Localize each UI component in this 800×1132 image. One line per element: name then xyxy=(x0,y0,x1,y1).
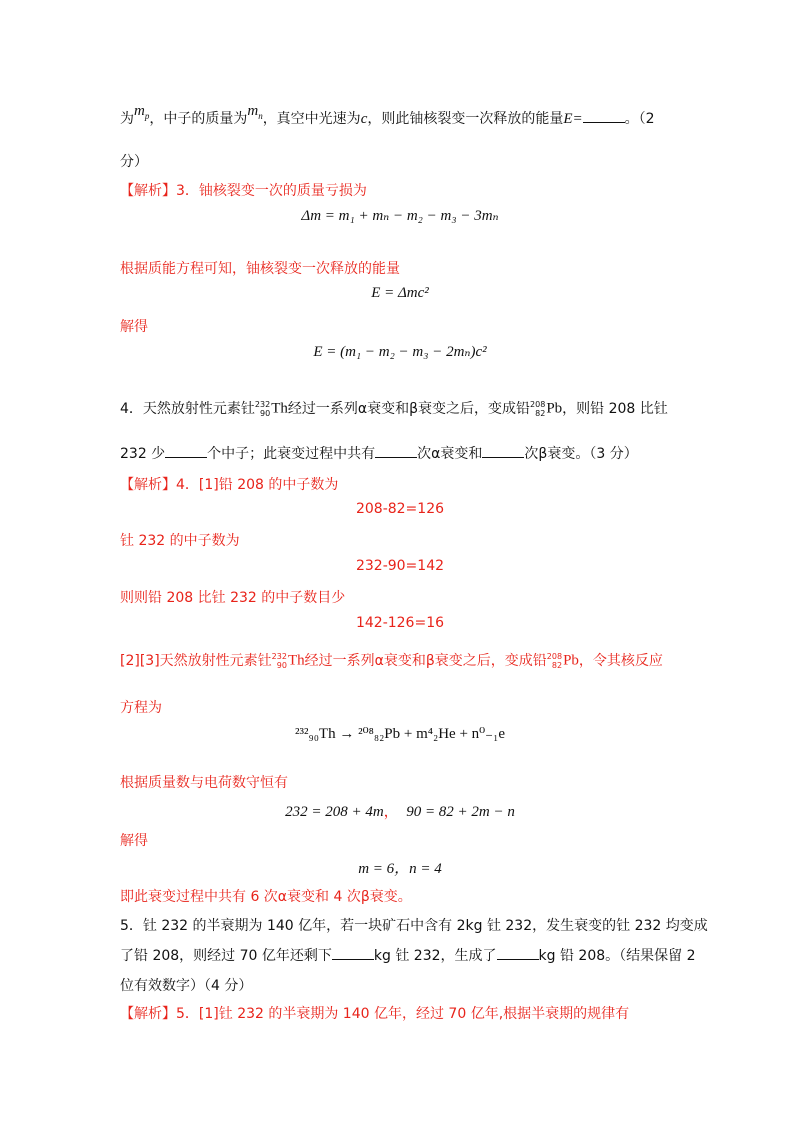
q5-line2 xyxy=(120,945,696,965)
a3-text-2: 根据质能方程可知，铀核裂变一次释放的能量 xyxy=(120,261,400,277)
a4-text-2: 钍 232 的中子数为 xyxy=(120,533,240,549)
q4-text-a: 4．天然放射性元素钍 xyxy=(120,401,255,417)
a4-equation-1: 208-82=126 xyxy=(355,501,445,517)
q3-text-c: ，真空中光速为 xyxy=(262,111,361,127)
a3-equation-2: E = Δmc² xyxy=(371,285,429,301)
E-symbol: E= xyxy=(563,111,583,127)
answer-blank xyxy=(165,445,207,458)
q3-text-d: ，则此铀核裂变一次释放的能量 xyxy=(367,111,564,127)
a3-equation-3: E = (m₁ − m₂ − m₃ − 2mₙ)c² xyxy=(313,344,487,360)
a4-text-4c: ，令其核反应 xyxy=(578,653,663,669)
a4-text-6: 根据质量数与电荷数守恒有 xyxy=(120,775,288,791)
a4-text-7: 解得 xyxy=(120,833,148,849)
mn-symbol: $m_n$ xyxy=(247,103,263,121)
q5-line3: 位有效数字）（4 分） xyxy=(120,978,253,994)
a4-text-4 xyxy=(120,650,663,670)
q4-text-d: 232 少 xyxy=(120,446,166,462)
lead-nuclide: 208 82 Pb xyxy=(546,652,579,670)
answer-blank xyxy=(375,445,417,458)
q4-line2 xyxy=(120,443,638,463)
solution: m = 6，n = 4 xyxy=(358,861,442,877)
answer-blank xyxy=(583,110,625,123)
thorium-nuclide: 232 90 Th xyxy=(254,400,288,418)
q4-text-c: ，则铅 208 比钍 xyxy=(562,401,668,417)
q5-text-b: kg 钍 232，生成了 xyxy=(373,948,497,964)
q5-text-a: 了铅 208，则经过 70 亿年还剩下 xyxy=(120,948,332,964)
q4-text-f: 次α衰变和 xyxy=(417,446,483,462)
c-symbol: c xyxy=(360,111,368,127)
q3-line2: 分） xyxy=(120,154,148,170)
q5-text-c: kg 铅 208。（结果保留 2 xyxy=(538,948,696,964)
a4-equation-2: 232-90=142 xyxy=(355,558,445,574)
answer-blank xyxy=(497,947,539,960)
q5-line1: 5．钍 232 的半衰期为 140 亿年，若一块矿石中含有 2kg 钍 232，发生衰变的钍 232 均变成 xyxy=(120,918,708,934)
a4-text-4a: [2][3]天然放射性元素钍 xyxy=(120,653,272,669)
separator: ， xyxy=(383,804,399,820)
q3-text-e: 。（2 xyxy=(624,111,655,127)
mp-symbol: $m_p$ xyxy=(134,103,150,121)
q4-text-g: 次β衰变。（3 分） xyxy=(524,446,638,462)
q3-text-a: 为 xyxy=(120,111,134,127)
q4-text-e: 个中子；此衰变过程中共有 xyxy=(207,446,376,462)
a4-heading: 【解析】4．[1]铅 208 的中子数为 xyxy=(120,477,339,493)
a3-text-3: 解得 xyxy=(120,319,148,335)
conservation-equations xyxy=(0,800,800,821)
thorium-nuclide: 232 90 Th xyxy=(271,652,305,670)
a4-equation-3: 142-126=16 xyxy=(355,615,445,631)
a3-equation-1: Δm = m₁ + mₙ − m₂ − m₃ − 3mₙ xyxy=(301,208,499,224)
q4-line1 xyxy=(120,398,668,418)
answer-blank xyxy=(332,947,374,960)
a4-text-3: 则则铅 208 比钍 232 的中子数目少 xyxy=(120,590,346,606)
a5-heading: 【解析】5．[1]钍 232 的半衰期为 140 亿年，经过 70 亿年,根据半衰期的规律有 xyxy=(120,1006,630,1022)
lead-nuclide: 208 82 Pb xyxy=(530,400,563,418)
nuclear-reaction-equation: ²³²₉₀Th → ²⁰⁸₈₂Pb + m⁴₂He + n⁰₋₁e xyxy=(294,726,505,742)
q4-text-b: 经过一系列α衰变和β衰变之后，变成铅 xyxy=(287,401,531,417)
q3-text-b: ，中子的质量为 xyxy=(149,111,248,127)
charge-conservation: 90 = 82 + 2m − n xyxy=(406,804,515,820)
mass-conservation: 232 = 208 + 4m xyxy=(285,804,384,820)
answer-blank xyxy=(482,445,524,458)
q3-line1 xyxy=(120,103,655,129)
a4-conclusion: 即此衰变过程中共有 6 次α衰变和 4 次β衰变。 xyxy=(120,889,412,905)
a4-text-4b: 经过一系列α衰变和β衰变之后，变成铅 xyxy=(304,653,547,669)
a3-heading: 【解析】3．铀核裂变一次的质量亏损为 xyxy=(120,183,367,199)
a4-text-5: 方程为 xyxy=(120,700,162,716)
